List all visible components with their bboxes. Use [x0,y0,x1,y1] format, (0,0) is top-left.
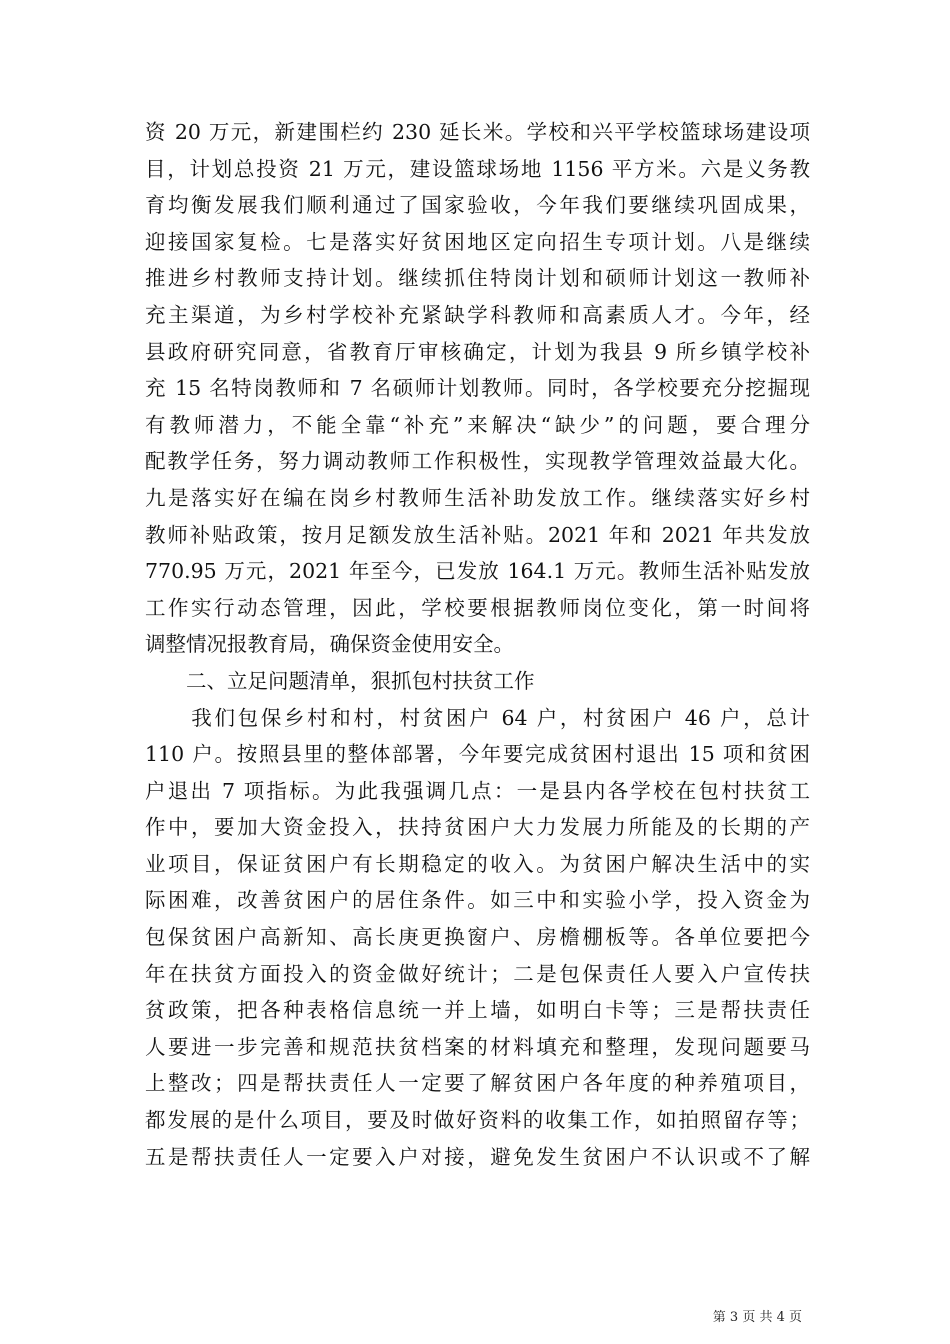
text-line: 配教学任务，努力调动教师工作积极性，实现教学管理效益最大化。 [145,449,810,474]
text-line: 推进乡村教师支持计划。继续抓住特岗计划和硕师计划这一教师补 [145,266,810,291]
text-line: 育均衡发展我们顺利通过了国家验收，今年我们要继续巩固成果， [145,193,810,218]
text-line: 教师补贴政策，按月足额发放生活补贴。2021 年和 2021 年共发放 [145,522,810,547]
text-line: 上整改；四是帮扶责任人一定要了解贫困户各年度的种养殖项目， [145,1071,810,1096]
text-line: 户退出 7 项指标。为此我强调几点：一是县内各学校在包村扶贫工 [145,778,810,803]
text-line: 际困难，改善贫困户的居住条件。如三中和实验小学，投入资金为 [145,888,810,913]
page-number: 第 3 页 共 4 页 [712,1310,802,1325]
text-line: 作中，要加大资金投入，扶持贫困户大力发展力所能及的长期的产 [145,815,810,840]
text-line: 人要进一步完善和规范扶贫档案的材料填充和整理，发现问题要马 [145,1034,810,1059]
text-line: 充主渠道，为乡村学校补充紧缺学科教师和高素质人才。今年，经 [145,302,810,327]
text-line: 资 20 万元，新建围栏约 230 延长米。学校和兴平学校篮球场建设项 [145,120,810,144]
text-line: 贫政策，把各种表格信息统一并上墙，如明白卡等；三是帮扶责任 [145,998,810,1023]
text-line: 业项目，保证贫困户有长期稳定的收入。为贫困户解决生活中的实 [145,851,810,876]
text-line: 770.95 万元，2021 年至今，已发放 164.1 万元。教师生活补贴发放 [145,559,810,584]
text-line: 都发展的是什么项目，要及时做好资料的收集工作，如拍照留存等； [145,1108,810,1133]
text-line: 目，计划总投资 21 万元，建设篮球场地 1156 平方米。六是义务教 [145,156,810,181]
body-text [145,114,810,1175]
text-line: 九是落实好在编在岗乡村教师生活补助发放工作。继续落实好乡村 [145,485,810,510]
text-line: 调整情况报教育局，确保资金使用安全。 [145,632,514,657]
text-line: 有教师潜力，不能全靠“补充”来解决“缺少”的问题，要合理分 [145,412,810,437]
text-line: 工作实行动态管理，因此，学校要根据教师岗位变化，第一时间将 [145,595,810,620]
text-line: 迎接国家复检。七是落实好贫困地区定向招生专项计划。八是继续 [145,229,810,254]
text-line: 县政府研究同意，省教育厅审核确定，计划为我县 9 所乡镇学校补 [145,339,810,364]
text-line: 110 户。按照县里的整体部署，今年要完成贫困村退出 15 项和贫困 [145,742,810,767]
section-heading: 二、立足问题清单，狠抓包村扶贫工作 [145,668,535,693]
text-line: 五是帮扶责任人一定要入户对接，避免发生贫困户不认识或不了解 [145,1144,810,1169]
text-line: 我们包保乡村和村，村贫困户 64 户，村贫困户 46 户，总计 [145,705,810,730]
text-line: 充 15 名特岗教师和 7 名硕师计划教师。同时，各学校要充分挖掘现 [145,376,810,401]
text-line: 包保贫困户高新知、高长庚更换窗户、房檐棚板等。各单位要把今 [145,925,810,950]
text-line: 年在扶贫方面投入的资金做好统计；二是包保责任人要入户宣传扶 [145,961,810,986]
